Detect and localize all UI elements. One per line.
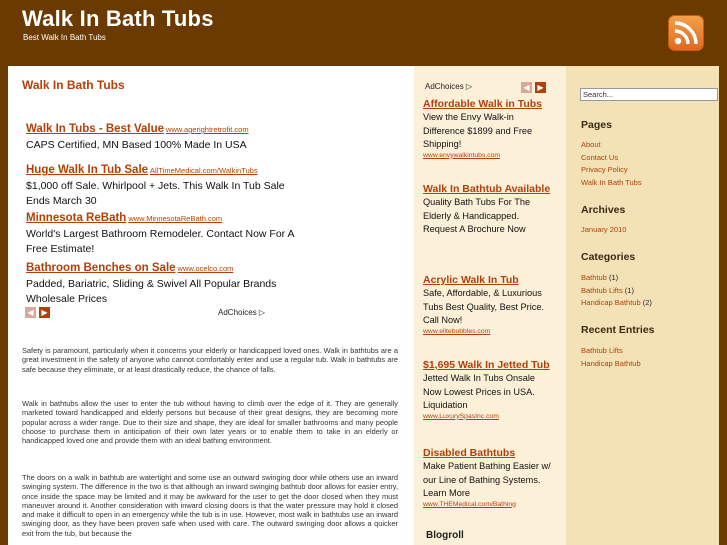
ad-unit[interactable]	[26, 208, 296, 257]
ad-headline[interactable]: Affordable Walk in Tubs	[423, 98, 543, 110]
ad-text: View the Envy Walk-in Difference $1899 and Free Shipping!	[423, 112, 533, 149]
ad-headline[interactable]: Bathroom Benches on Sale	[26, 262, 176, 274]
ad-unit[interactable]	[26, 160, 296, 209]
prev-arrow-icon[interactable]: ◀	[25, 307, 36, 318]
ad-nav	[25, 307, 50, 318]
ad-text: Quality Bath Tubs For The Elderly & Handicapped. Request A Brochure Now	[423, 197, 531, 234]
sidebar	[566, 66, 719, 545]
ad-headline[interactable]: Huge Walk In Tub Sale	[26, 164, 149, 176]
ad-unit[interactable]	[423, 97, 555, 159]
ad-unit[interactable]	[423, 273, 555, 335]
archives-heading: Archives	[581, 204, 626, 216]
category-link[interactable]: Bathtub Lifts	[581, 285, 623, 295]
ad-url[interactable]: www.elitebubbles.com	[423, 327, 491, 335]
recent-entries-heading: Recent Entries	[581, 324, 655, 336]
ad-column	[414, 66, 566, 545]
ad-url[interactable]: www.LuxurySpasInc.com	[423, 412, 499, 420]
ad-unit[interactable]	[423, 182, 555, 237]
category-count: (1)	[608, 273, 619, 282]
page-link[interactable]: About	[581, 140, 601, 149]
ad-headline[interactable]: Disabled Bathtubs	[423, 447, 516, 459]
post-title[interactable]: Walk In Bath Tubs	[22, 78, 125, 92]
page-link[interactable]: Privacy Policy	[581, 165, 628, 175]
ad-text: $1,000 off Sale. Whirlpool + Jets. This Walk In Tub Sale Ends March 30	[26, 180, 285, 207]
adchoices-label[interactable]: AdChoices ▷	[425, 82, 473, 91]
category-link[interactable]: Bathtub	[581, 273, 607, 282]
ad-text: Padded, Bariatric, Sliding & Swivel All Popular Brands Wholesale Prices	[26, 278, 277, 305]
ad-url[interactable]: www.envywalkintubs.com	[423, 151, 501, 159]
ad-headline[interactable]: Acrylic Walk In Tub	[423, 274, 519, 286]
post-paragraph: Safety is paramount, particularly when it concerns your elderly or handicapped loved ones. Walk in bathtubs are a great investment in the safety of anyone who cannot comfortably enter and use a regular tub. Walk in bathtubs are safe because they eliminate, or at least drastically reduce, the chance of falls.	[22, 346, 398, 374]
ad-headline[interactable]: $1,695 Walk In Jetted Tub	[423, 359, 550, 371]
recent-entry-link[interactable]: Handicap Bathtub	[581, 358, 641, 368]
ad-text: Safe, Affordable, & Luxurious Tubs Best Quality, Best Price. Call Now!	[423, 288, 545, 325]
search-input[interactable]	[580, 88, 718, 101]
ad-unit[interactable]	[26, 119, 296, 153]
category-link[interactable]: Handicap Bathtub	[581, 298, 641, 308]
category-count: (2)	[642, 298, 652, 308]
post-paragraph: The doors on a walk in bathtub are watertight and some use an outward swinging door while others use an inward swinging system. The difference in the two is that although an inward swinging bathtub door allows for easier entry, once inside the space may be limited and it may be awkward for the user to get the door closed when they must maneuver around it. Another consideration with inward closing doors is that the water pressure may hold it closed and make it difficult to open in an emergency while the tub is in use. However, most walk in bathtubs use an inward swinging door, as they have been proven safe when used with care. The outward swinging door allows a quicker exit from the tub, but because the	[22, 473, 398, 538]
recent-entries-list	[581, 345, 641, 370]
page-link[interactable]: Contact Us	[581, 152, 619, 162]
categories-list	[581, 272, 652, 310]
category-count: (1)	[624, 285, 634, 295]
ad-headline[interactable]: Walk In Tubs - Best Value	[26, 123, 165, 135]
page-link[interactable]: Walk In Bath Tubs	[581, 177, 642, 187]
category-item[interactable]	[581, 297, 652, 310]
blogroll-heading: Blogroll	[426, 530, 464, 541]
categories-heading: Categories	[581, 251, 636, 263]
ad-url[interactable]: www.THEMedical.com/Bathing	[423, 500, 516, 508]
ad-unit[interactable]	[423, 358, 555, 420]
ad-text: Make Patient Bathing Easier w/ our Line of Bathing Systems. Learn More	[423, 461, 551, 498]
recent-entry-link[interactable]: Bathtub Lifts	[581, 346, 623, 355]
ad-headline[interactable]: Minnesota ReBath	[26, 212, 127, 224]
category-item[interactable]	[581, 285, 652, 298]
rss-feed-icon[interactable]	[668, 15, 704, 51]
next-arrow-icon[interactable]: ▶	[39, 307, 50, 318]
prev-arrow-icon[interactable]: ◀	[521, 82, 532, 93]
ad-text: CAPS Certified, MN Based 100% Made In USA	[26, 139, 247, 151]
site-title[interactable]: Walk In Bath Tubs	[22, 6, 214, 31]
ad-unit[interactable]	[26, 258, 296, 307]
post-paragraph: Walk in bathtubs allow the user to enter the tub without having to climb over the edge of it. They are generally marketed toward handicapped and elderly persons but because of their great designs, they are becoming more popular across a wider range. Due to their size and shape, they are ideal for smaller bathrooms and many people choose to purchase them in anticipation of their own later years or to enable them to take in an elderly or handicapped loved one and provide them with an ideal bathing environment.	[22, 399, 398, 446]
ad-url[interactable]: www.MinnesotaReBath.com	[128, 214, 223, 223]
page-wrapper	[8, 66, 719, 545]
main-content	[8, 66, 414, 545]
ad-url[interactable]: AllTimeMedical.com/WalkinTubs	[150, 166, 258, 175]
site-header	[0, 0, 727, 66]
archives-list	[581, 224, 626, 237]
ad-headline[interactable]: Walk In Bathtub Available	[423, 183, 551, 195]
site-tagline: Best Walk In Bath Tubs	[23, 33, 106, 42]
pages-list	[581, 139, 642, 189]
ad-url[interactable]: www.ocelco.com	[177, 264, 234, 273]
ad-text: Jetted Walk In Tubs Onsale Now Lowest Prices in USA. Liquidation	[423, 373, 536, 410]
category-item[interactable]	[581, 272, 652, 285]
archive-link[interactable]: January 2010	[581, 225, 627, 234]
ad-url[interactable]: www.agerightretrofit.com	[166, 125, 249, 134]
ad-unit[interactable]	[423, 446, 555, 508]
next-arrow-icon[interactable]: ▶	[535, 82, 546, 93]
pages-heading: Pages	[581, 119, 612, 131]
ad-nav	[521, 82, 546, 93]
ad-text: World's Largest Bathroom Remodeler. Contact Now For A Free Estimate!	[26, 228, 294, 255]
adchoices-label[interactable]: AdChoices ▷	[218, 308, 266, 317]
